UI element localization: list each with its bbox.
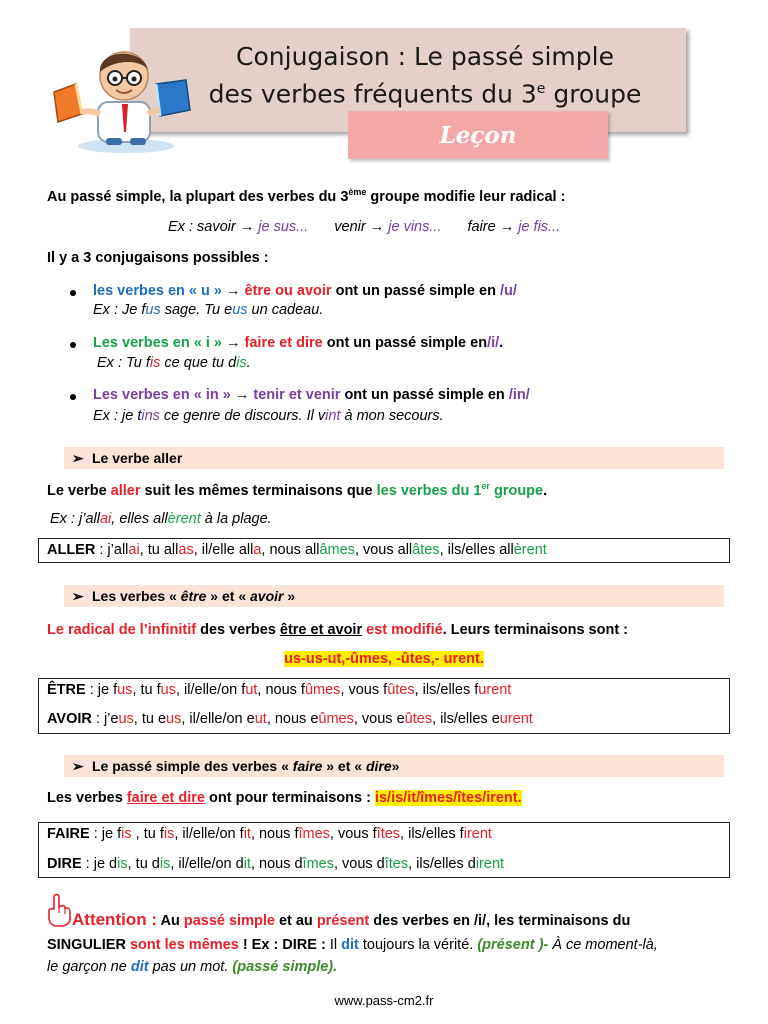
etre-avoir-endings: us-us-ut,-ûmes, -ûtes,- urent.	[284, 651, 484, 667]
avoir-conjugation: AVOIR : j’eus, tu eus, il/elle/on eut, nous eûmes, vous eûtes, ils/elles eurent	[47, 711, 533, 727]
section-faire-dire-header: ➢ Le passé simple des verbes « faire » et « dire»	[64, 755, 724, 777]
aller-example: Ex : j’allai, elles allèrent à la plage.	[50, 511, 272, 527]
lesson-badge	[348, 111, 608, 159]
etre-avoir-conjugation-box	[38, 678, 730, 734]
faire-conjugation: FAIRE : je fis , tu fis, il/elle/on fit, nous fîmes, vous fîtes, ils/elles firent	[47, 826, 492, 842]
etre-conjugation: ÊTRE : je fus, tu fus, il/elle/on fut, nous fûmes, vous fûtes, ils/elles furent	[47, 682, 512, 698]
bullet-in-example: Ex : je tins ce genre de discours. Il vint à mon secours.	[93, 408, 444, 424]
faire-dire-conjugation-box	[38, 822, 730, 878]
attention-line-3: le garçon ne dit pas un mot. (passé simple).	[47, 959, 338, 975]
pointing-hand-icon	[46, 893, 72, 927]
footer-url: www.pass-cm2.fr	[334, 993, 434, 1008]
arrow-icon: ➢	[72, 758, 84, 774]
aller-conjugation: ALLER : j’allai, tu allas, il/elle alla, nous allâmes, vous allâtes, ils/elles allèrent	[47, 542, 547, 558]
faire-dire-text: Les verbes faire et dire ont pour terminaisons : is/is/it/îmes/îtes/irent.	[47, 790, 522, 806]
bullet-u: les verbes en « u » → être ou avoir ont un passé simple en /u/	[93, 283, 517, 299]
arrow-icon: ➢	[72, 450, 84, 466]
bullet-i-example: Ex : Tu fis ce que tu dis.	[97, 355, 251, 371]
bullet-u-example: Ex : Je fus sage. Tu eus un cadeau.	[93, 302, 324, 318]
bullet-in: Les verbes en « in » → tenir et venir ont un passé simple en /in/	[93, 387, 530, 403]
aller-conjugation-box	[38, 538, 730, 563]
bullet-i: Les verbes en « i » → faire et dire ont un passé simple en/i/.	[93, 335, 504, 351]
section-etre-avoir-header: ➢ Les verbes « être » et « avoir »	[64, 585, 724, 607]
dire-conjugation: DIRE : je dis, tu dis, il/elle/on dit, nous dîmes, vous dîtes, ils/elles dirent	[47, 856, 505, 872]
attention-line-2: SINGULIER sont les mêmes ! Ex : DIRE : Il dit toujours la vérité. (présent )- À ce moment-là,	[47, 937, 658, 953]
section-aller-header: ➢ Le verbe aller	[64, 447, 724, 469]
bullet-dot	[70, 290, 76, 296]
page-title	[160, 40, 690, 110]
title-line-2: des verbes fréquents du 3e groupe	[208, 79, 642, 109]
attention-line-1: Attention : Au passé simple et au présent des verbes en /i/, les terminaisons du	[72, 910, 631, 929]
etre-avoir-text: Le radical de l’infinitif des verbes être et avoir est modifié. Leurs terminaisons sont :	[47, 622, 629, 638]
title-line-1: Conjugaison : Le passé simple	[236, 42, 614, 71]
lesson-badge-label: Leçon	[439, 121, 517, 149]
bullet-dot	[70, 394, 76, 400]
arrow-icon: ➢	[72, 588, 84, 604]
intro-examples: Ex : savoir → je sus... venir → je vins... faire → je fis...	[168, 219, 561, 235]
conjugations-title: Il y a 3 conjugaisons possibles :	[47, 250, 269, 266]
bullet-dot	[70, 342, 76, 348]
aller-text: Le verbe aller suit les mêmes terminaisons que les verbes du 1er groupe.	[47, 481, 548, 499]
intro-text: Au passé simple, la plupart des verbes du 3ème groupe modifie leur radical :	[47, 187, 566, 205]
